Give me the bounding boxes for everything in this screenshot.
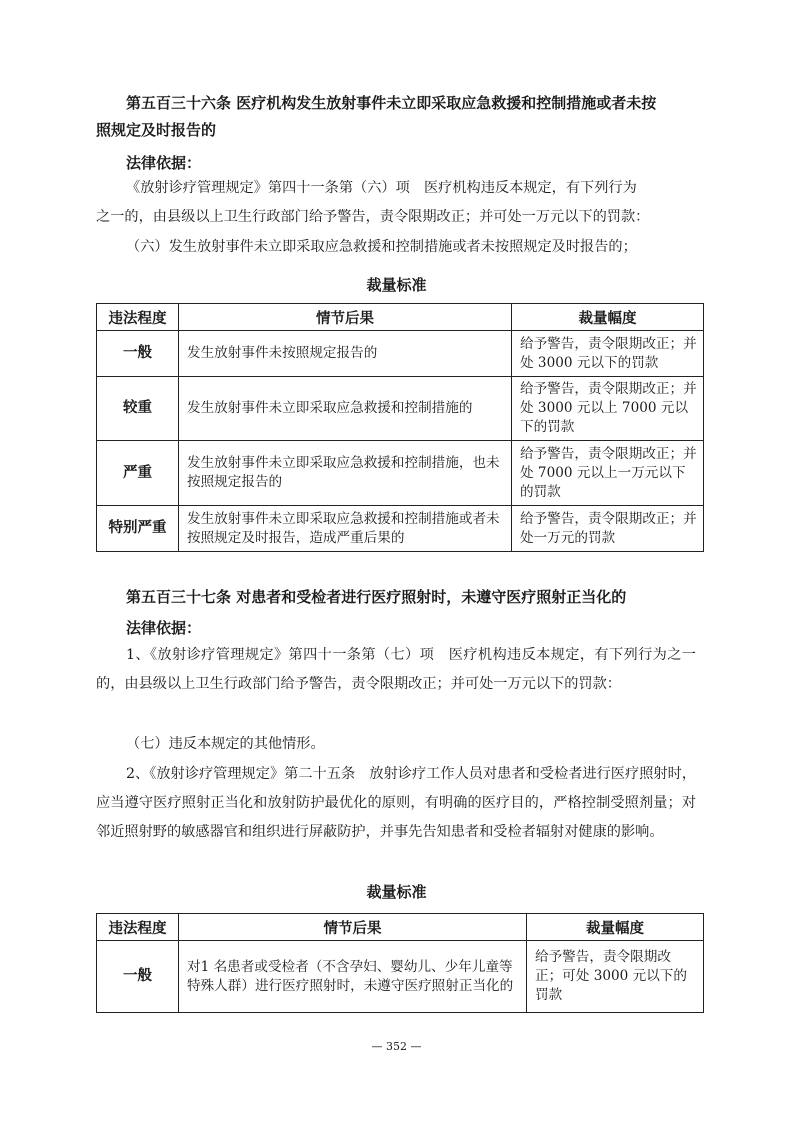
facts-cell: 发生放射事件未立即采取应急救援和控制措施的	[179, 377, 512, 441]
article-536-basis-label: 法律依据：	[126, 154, 202, 172]
article-537-basis-label: 法律依据：	[126, 619, 202, 637]
article-536-table-title: 裁量标准	[366, 276, 427, 294]
table-header-row	[97, 304, 704, 331]
facts-cell: 发生放射事件未立即采取应急救援和控制措施或者未按照规定及时报告，造成严重后果的	[179, 506, 512, 552]
penalty-cell: 给予警告，责令限期改正；并处一万元的罚款	[512, 506, 704, 552]
article-537-basis-paragraph-1	[96, 641, 696, 699]
article-536-title-line1: 第五百三十六条 医疗机构发生放射事件未立即采取应急救援和控制措施或者未按	[126, 94, 657, 112]
article-536-para2: （六）发生放射事件未立即采取应急救援和控制措施或者未按照规定及时报告的；	[126, 239, 637, 255]
table-row	[97, 331, 704, 377]
severity-level: 较重	[97, 377, 179, 441]
table-row	[97, 377, 704, 441]
article-537-basis-paragraph-2	[96, 760, 696, 847]
article-537-table-title: 裁量标准	[366, 883, 427, 901]
facts-cell: 对1 名患者或受检者（不含孕妇、婴幼儿、少年儿童等特殊人群）进行医疗照射时，未遵守医疗照射正当化的	[179, 941, 527, 1013]
article-537-para1: 1、《放射诊疗管理规定》第四十一条第（七）项 医疗机构违反本规定，有下列行为之一的，由县级以上卫生行政部门给予警告，责令限期改正；并可处一万元以下的罚款：	[96, 647, 696, 692]
article-536-para1-line1: 《放射诊疗管理规定》第四十一条第（六）项 医疗机构违反本规定，有下列行为	[126, 180, 637, 196]
facts-cell: 发生放射事件未按照规定报告的	[179, 331, 512, 377]
header-severity: 违法程度	[97, 914, 179, 941]
article-536-para1-line2: 之一的，由县级以上卫生行政部门给予警告，责令限期改正；并可处一万元以下的罚款：	[96, 209, 650, 225]
article-537-para3: 2、《放射诊疗管理规定》第二十五条 放射诊疗工作人员对患者和受检者进行医疗照射时，应当遵守医疗照射正当化和放射防护最优化的原则，有明确的医疗目的，严格控制受照剂量；对邻近照射野的敏感器官和组织进行屏蔽防护，并事先告知患者和受检者辐射对健康的影响。	[96, 766, 696, 840]
header-severity: 违法程度	[97, 304, 179, 331]
table-row	[97, 441, 704, 506]
article-537-title	[96, 584, 696, 611]
article-537-para2: （七）违反本规定的其他情形。	[126, 736, 325, 752]
severity-level: 严重	[97, 441, 179, 506]
penalty-cell: 给予警告，责令限期改正；并处 3000 元以上 7000 元以下的罚款	[512, 377, 704, 441]
page-number: — 352 —	[371, 1040, 422, 1053]
article-537-title-line1: 第五百三十七条 对患者和受检者进行医疗照射时，未遵守医疗照射正当化的	[126, 588, 627, 606]
header-facts: 情节后果	[179, 914, 527, 941]
penalty-cell: 给予警告，责令限期改正；并处 7000 元以上一万元以下的罚款	[512, 441, 704, 506]
severity-level: 特别严重	[97, 506, 179, 552]
article-536-item-six	[96, 233, 696, 262]
header-facts: 情节后果	[179, 304, 512, 331]
article-536-discretion-table	[96, 303, 704, 552]
severity-level: 一般	[97, 941, 179, 1013]
header-penalty: 裁量幅度	[512, 304, 704, 331]
article-537-item-seven	[96, 730, 696, 759]
facts-cell: 发生放射事件未立即采取应急救援和控制措施，也未按照规定报告的	[179, 441, 512, 506]
article-536-title-line2: 照规定及时报告的	[96, 121, 217, 139]
table-header-row	[97, 914, 704, 941]
table-row	[97, 941, 704, 1013]
header-penalty: 裁量幅度	[527, 914, 704, 941]
severity-level: 一般	[97, 331, 179, 377]
article-536-basis-paragraph	[96, 174, 696, 232]
table-row	[97, 506, 704, 552]
penalty-cell: 给予警告，责令限期改正；并处 3000 元以下的罚款	[512, 331, 704, 377]
article-536-title	[96, 90, 696, 144]
article-537-discretion-table	[96, 913, 704, 1013]
penalty-cell: 给予警告，责令限期改正；可处 3000 元以下的罚款	[527, 941, 704, 1013]
